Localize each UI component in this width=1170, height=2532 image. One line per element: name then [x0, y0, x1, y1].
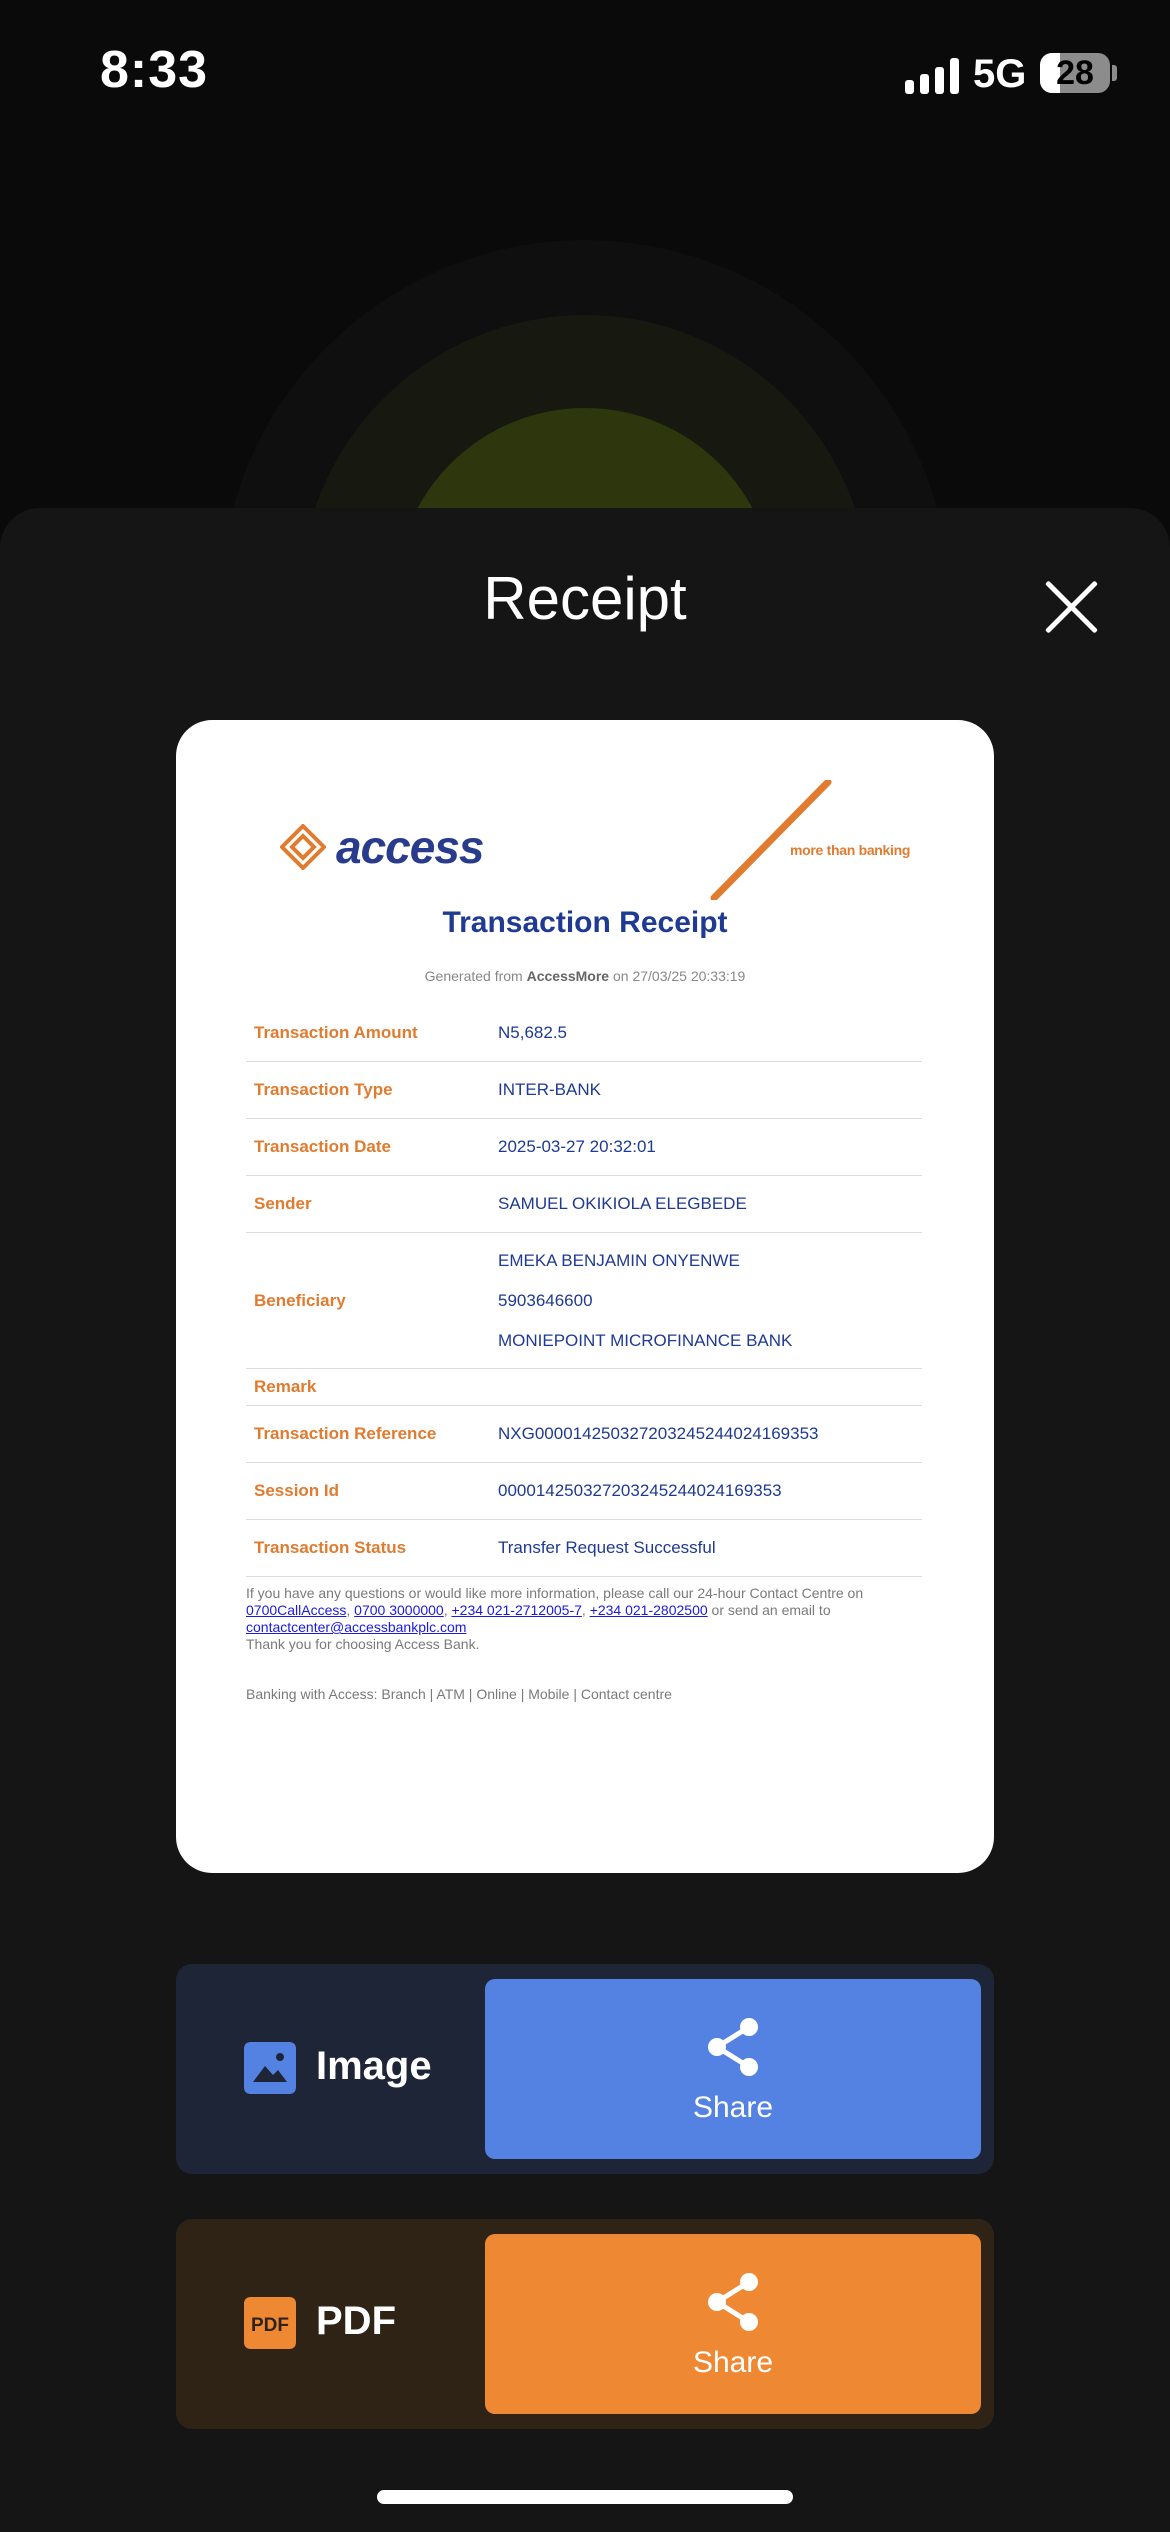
- row-label: Transaction Status: [246, 1520, 498, 1576]
- table-row: [246, 1119, 922, 1176]
- row-value-line: N5,682.5: [498, 1023, 567, 1042]
- network-type: 5G: [973, 52, 1027, 96]
- note-intro: If you have any questions or would like more information, please call our 24-hour Contact Centre on: [246, 1585, 864, 1601]
- battery-cap: [1112, 65, 1117, 81]
- row-value-line: MONIEPOINT MICROFINANCE BANK: [498, 1330, 793, 1350]
- battery-icon: [1040, 53, 1110, 93]
- row-value-line: SAMUEL OKIKIOLA ELEGBEDE: [498, 1194, 747, 1213]
- pdf-icon: [244, 2297, 296, 2349]
- image-label: Image: [316, 2044, 432, 2088]
- row-value-line: 000014250327203245244024169353: [498, 1481, 782, 1500]
- signal-icon: [905, 58, 963, 94]
- row-value: [498, 1463, 922, 1519]
- status-time: 8:33: [100, 41, 209, 99]
- row-value: [498, 1119, 922, 1175]
- table-row: [246, 1005, 922, 1062]
- row-label: Sender: [246, 1176, 498, 1232]
- pdf-label: PDF: [316, 2299, 396, 2343]
- access-diamond-icon: [280, 824, 326, 870]
- row-value-line: 5903646600: [498, 1290, 593, 1310]
- row-value-line: NXG000014250327203245244024169353: [498, 1424, 819, 1443]
- channels-footer: Banking with Access: Branch | ATM | Online | Mobile | Contact centre: [246, 1686, 672, 1702]
- row-label: Session Id: [246, 1463, 498, 1519]
- share-icon: [705, 2272, 761, 2332]
- brand-name: access: [336, 821, 484, 873]
- row-value: [498, 1406, 922, 1462]
- row-label: Transaction Date: [246, 1119, 498, 1175]
- row-value: [498, 1520, 922, 1576]
- row-value: [498, 1062, 922, 1118]
- receipt-card: [176, 720, 994, 1873]
- share-image-button[interactable]: [485, 1979, 981, 2159]
- row-label: Transaction Type: [246, 1062, 498, 1118]
- phone-link[interactable]: 0700 3000000: [354, 1602, 444, 1618]
- table-row: [246, 1062, 922, 1119]
- pdf-icon-text: PDF: [251, 2315, 289, 2336]
- generated-app: AccessMore: [526, 968, 610, 984]
- table-row: [246, 1176, 922, 1233]
- close-icon[interactable]: [1042, 578, 1100, 636]
- phone-link[interactable]: +234 021-2802500: [589, 1602, 708, 1618]
- note-email-prefix: or send an email to: [707, 1602, 831, 1618]
- row-value-line: INTER-BANK: [498, 1080, 601, 1099]
- table-row: [246, 1233, 922, 1369]
- table-row: [246, 1520, 922, 1577]
- email-link[interactable]: contactcenter@accessbankplc.com: [246, 1619, 467, 1635]
- share-icon: [705, 2017, 761, 2077]
- image-share-card: [176, 1964, 994, 2174]
- row-label: Transaction Reference: [246, 1406, 498, 1462]
- phone-link[interactable]: +234 021-2712005-7: [451, 1602, 582, 1618]
- generated-line: [176, 968, 994, 984]
- share-label: Share: [692, 2346, 774, 2379]
- row-label: Remark: [246, 1369, 498, 1405]
- table-row: [246, 1463, 922, 1520]
- access-logo: [280, 812, 484, 882]
- generated-suffix: on 27/03/25 20:33:19: [609, 968, 746, 984]
- row-label: Beneficiary: [246, 1233, 498, 1368]
- home-indicator[interactable]: [377, 2490, 793, 2504]
- image-icon: [244, 2042, 296, 2094]
- row-value: [498, 1005, 922, 1061]
- contact-note: If you have any questions or would like more information, please call our 24-hour Contact Centre on 0700CallAccess, 0700 3000000, +234 021-2712005-7, +234 021-2802500 or send an email to contactcenter@accessbankplc.com Thank you for choosing Access Bank.: [246, 1585, 864, 1652]
- battery-level: 28: [1056, 53, 1094, 92]
- brand-tagline: more than banking: [790, 842, 911, 858]
- row-value: [498, 1233, 922, 1368]
- sheet-title: Receipt: [483, 565, 687, 632]
- row-value-line: 2025-03-27 20:32:01: [498, 1137, 656, 1156]
- row-label: Transaction Amount: [246, 1005, 498, 1061]
- row-value-line: [498, 1369, 922, 1405]
- row-value-line: Transfer Request Successful: [498, 1538, 716, 1557]
- table-row: [246, 1406, 922, 1463]
- generated-prefix: Generated from: [424, 968, 527, 984]
- row-value-line: EMEKA BENJAMIN ONYENWE: [498, 1250, 740, 1270]
- note-thanks: Thank you for choosing Access Bank.: [246, 1636, 480, 1652]
- receipt-details-table: [246, 1005, 922, 1577]
- pdf-share-card: [176, 2219, 994, 2429]
- share-label: Share: [692, 2091, 774, 2124]
- brand-slash-icon: [706, 780, 836, 900]
- receipt-title: Transaction Receipt: [442, 906, 728, 939]
- row-value: [498, 1176, 922, 1232]
- phone-link[interactable]: 0700CallAccess: [246, 1602, 347, 1618]
- row-value: [498, 1369, 922, 1405]
- table-row: [246, 1369, 922, 1406]
- share-pdf-button[interactable]: [485, 2234, 981, 2414]
